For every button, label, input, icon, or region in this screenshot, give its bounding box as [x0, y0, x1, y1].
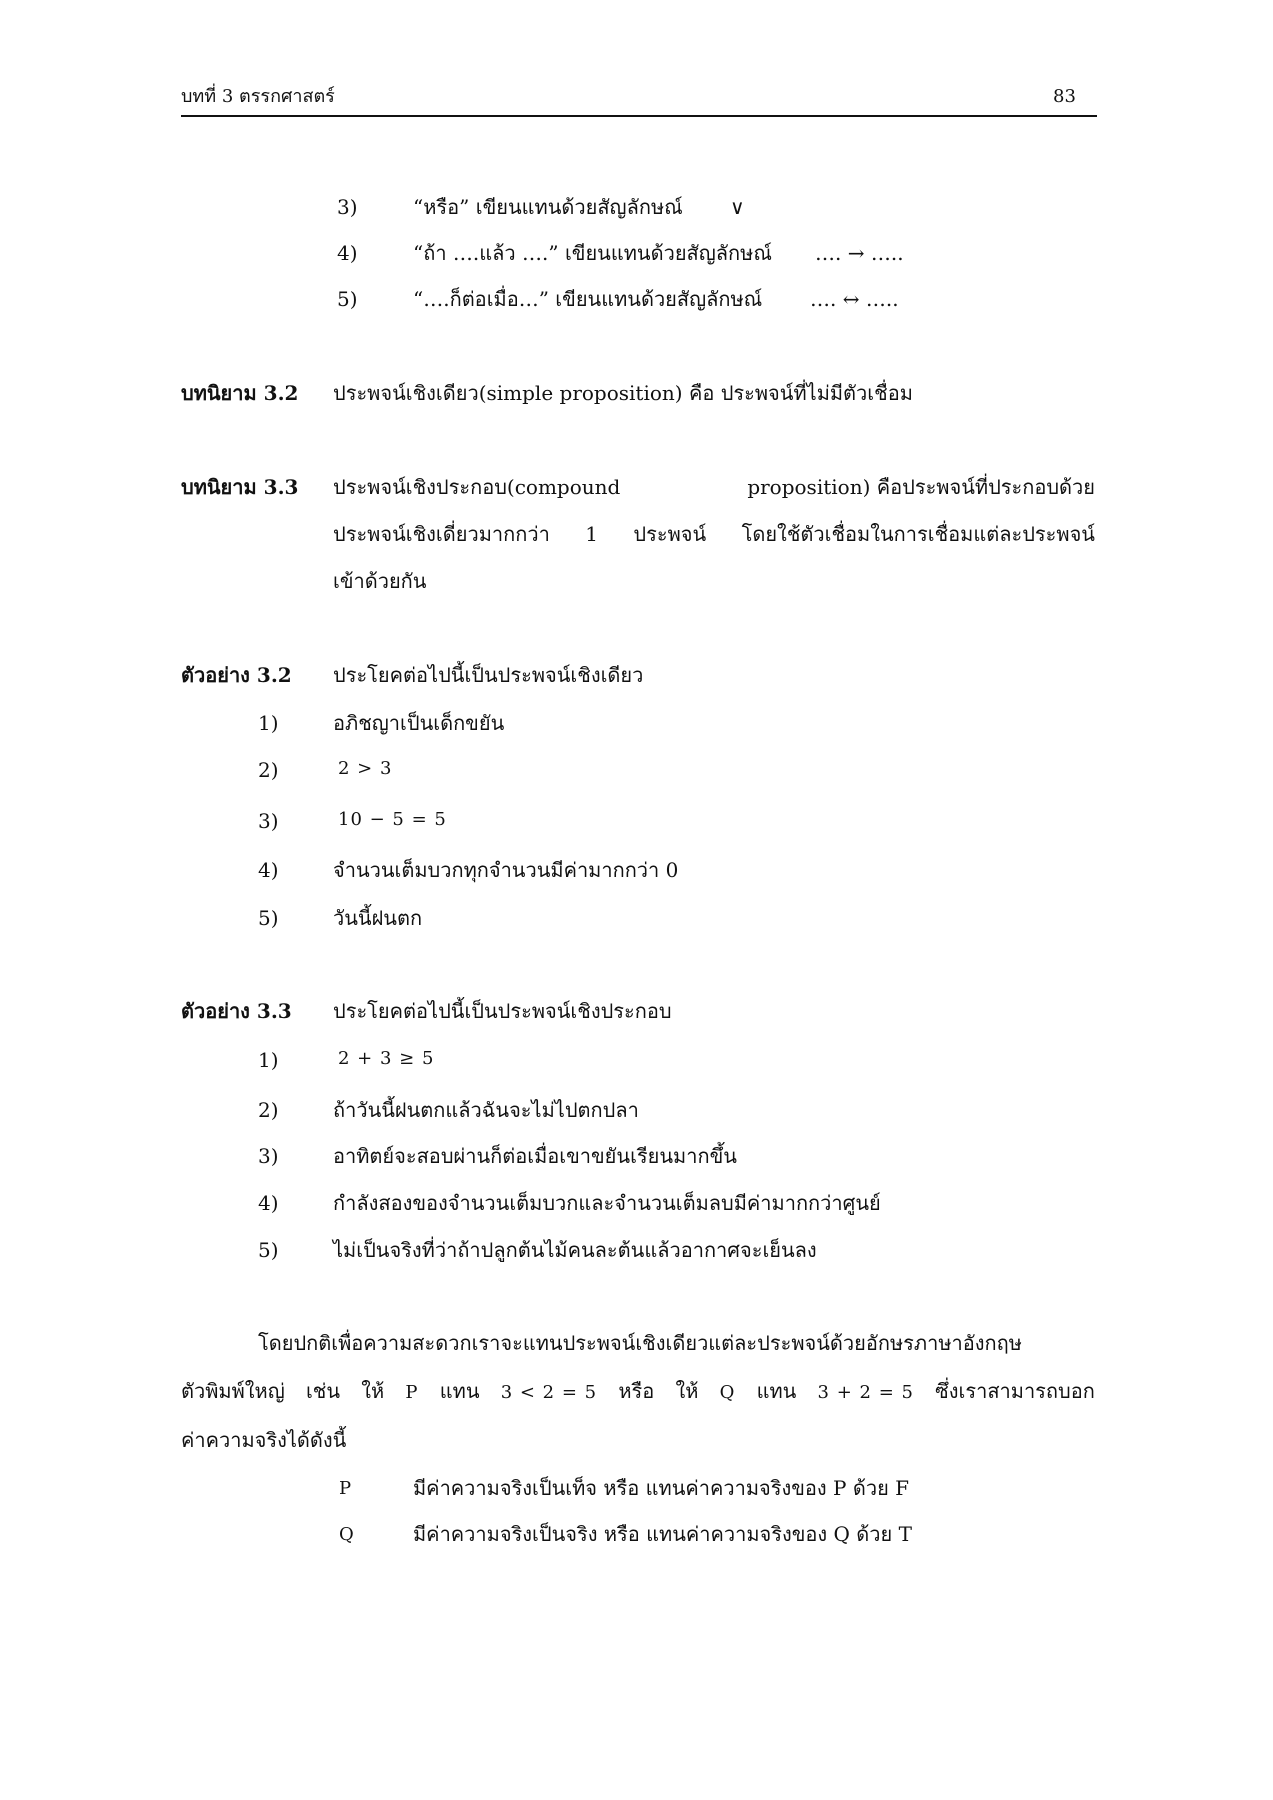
paragraph-word: หรือ [618, 1379, 655, 1403]
variable-q: Q [339, 1524, 355, 1545]
list-number: 2) [258, 758, 279, 782]
example-label: ตัวอย่าง 3.3 [181, 999, 292, 1023]
truth-value-text: มีค่าความจริงเป็นเท็จ หรือ แทนค่าความจริงของ P ด้วย F [413, 1476, 910, 1500]
example-label: ตัวอย่าง 3.2 [181, 663, 292, 687]
paragraph-word: แทน [439, 1379, 480, 1403]
list-number: 3) [258, 1144, 279, 1168]
math-expression: 3 + 2 = 5 [817, 1382, 914, 1403]
math-expression: 2 > 3 [338, 758, 393, 779]
list-item: “ถ้า ….แล้ว ….” เขียนแทนด้วยสัญลักษณ์ [413, 241, 772, 265]
list-item: “….ก็ต่อเมื่อ…” เขียนแทนด้วยสัญลักษณ์ [413, 287, 763, 311]
chapter-header: บทที่ 3 ตรรกศาสตร์ [181, 86, 335, 107]
header-divider [181, 115, 1097, 117]
variable-p: P [339, 1478, 353, 1499]
list-item: ไม่เป็นจริงที่ว่าถ้าปลูกต้นไม้คนละต้นแล้วอากาศจะเย็นลง [333, 1238, 817, 1262]
paragraph-line [181, 1381, 1095, 1402]
list-number: 1) [258, 711, 279, 735]
list-number: 5) [258, 906, 279, 930]
list-number: 4) [258, 858, 279, 882]
paragraph-word: ซึ่งเราสามารถบอก [935, 1379, 1095, 1403]
list-number: 2) [258, 1098, 279, 1122]
truth-value-text: มีค่าความจริงเป็นจริง หรือ แทนค่าความจริงของ Q ด้วย T [413, 1522, 912, 1546]
list-number: 3) [337, 195, 358, 219]
definition-text: ประพจน์เชิงประกอบ(compound [333, 475, 621, 499]
page-number: 83 [1053, 86, 1076, 107]
paragraph-word: ให้ [675, 1379, 699, 1403]
list-item: วันนี้ฝนตก [333, 906, 423, 930]
definition-text: ประพจน์ [633, 522, 707, 546]
variable-q: Q [719, 1382, 736, 1403]
math-expression: 10 − 5 = 5 [338, 809, 447, 830]
list-item: อาทิตย์จะสอบผ่านก็ต่อเมื่อเขาขยันเรียนมากขึ้น [333, 1144, 737, 1168]
list-item: อภิชญาเป็นเด็กขยัน [333, 711, 505, 735]
list-item: “หรือ” เขียนแทนด้วยสัญลักษณ์ [413, 195, 683, 219]
iff-symbol: …. ↔ ….. [810, 287, 899, 311]
math-expression: 3 < 2 = 5 [500, 1382, 598, 1403]
definition-text: ประพจน์เชิงเดียว(simple proposition) คือ ประพจน์ที่ไม่มีตัวเชื่อม [333, 381, 913, 405]
example-intro: ประโยคต่อไปนี้เป็นประพจน์เชิงประกอบ [333, 999, 672, 1023]
or-symbol: ∨ [730, 195, 745, 219]
paragraph-line: ค่าความจริงได้ดังนี้ [181, 1428, 347, 1452]
example-intro: ประโยคต่อไปนี้เป็นประพจน์เชิงเดียว [333, 663, 644, 687]
definition-text: โดยใช้ตัวเชื่อมในการเชื่อมแต่ละประพจน์ [741, 522, 1095, 546]
definition-line [333, 524, 1095, 544]
list-number: 5) [258, 1238, 279, 1262]
paragraph-word: ตัวพิมพ์ใหญ่ [181, 1379, 285, 1403]
definition-text: proposition) คือประพจน์ที่ประกอบด้วย [747, 475, 1095, 499]
paragraph-line: โดยปกติเพื่อความสะดวกเราจะแทนประพจน์เชิงเดียวแต่ละประพจน์ด้วยอักษรภาษาอังกฤษ [258, 1331, 1022, 1355]
paragraph-word: ให้ [361, 1379, 385, 1403]
list-number: 4) [337, 241, 358, 265]
list-number: 1) [258, 1048, 279, 1072]
math-expression: 2 + 3 ≥ 5 [338, 1048, 435, 1069]
definition-text: 1 [585, 522, 598, 546]
list-number: 5) [337, 287, 358, 311]
definition-label: บทนิยาม 3.3 [181, 475, 299, 499]
definition-text: ประพจน์เชิงเดี่ยวมากกว่า [333, 522, 550, 546]
implies-symbol: …. → ….. [815, 241, 904, 265]
variable-p: P [405, 1382, 419, 1403]
paragraph-word: เช่น [305, 1379, 341, 1403]
list-item: กำลังสองของจำนวนเต็มบวกและจำนวนเต็มลบมีค่ามากกว่าศูนย์ [333, 1191, 881, 1215]
list-item: จำนวนเต็มบวกทุกจำนวนมีค่ามากกว่า 0 [333, 858, 679, 882]
definition-label: บทนิยาม 3.2 [181, 381, 299, 405]
list-number: 4) [258, 1191, 279, 1215]
list-item: ถ้าวันนี้ฝนตกแล้วฉันจะไม่ไปตกปลา [333, 1098, 639, 1122]
list-number: 3) [258, 809, 279, 833]
paragraph-word: แทน [756, 1379, 797, 1403]
definition-line [333, 477, 1095, 497]
definition-text: เข้าด้วยกัน [333, 569, 427, 593]
